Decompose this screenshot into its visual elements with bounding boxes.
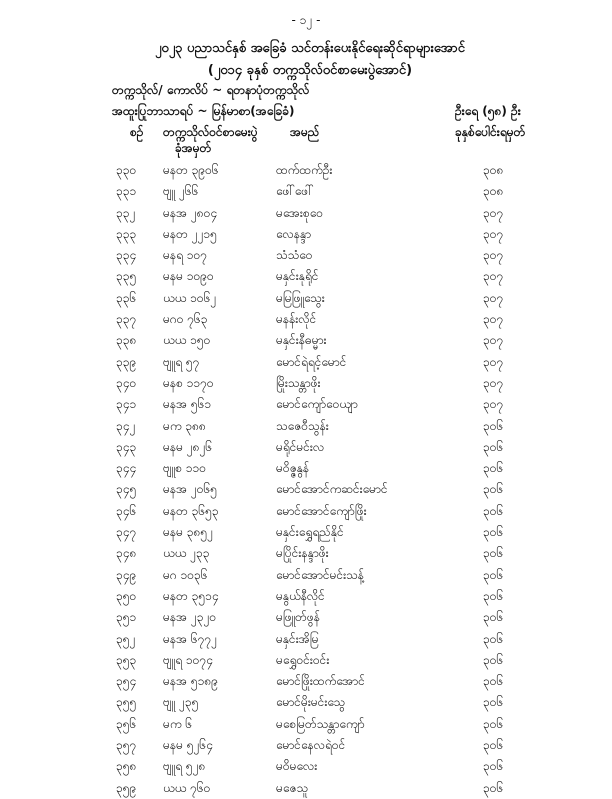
score-value: ၃၀၆ — [483, 588, 504, 603]
score-value: ၃၀၆ — [483, 631, 504, 646]
student-name: မစေမြတ်သန္တာကျော် — [276, 716, 365, 731]
roll-number: မဂ ၁၀၃၆ — [163, 567, 208, 582]
table-row — [0, 756, 612, 777]
student-name: ထက်ထက်ဦး — [276, 163, 333, 177]
header-score: ခုနှစ်ပေါင်းရမှတ် — [455, 125, 526, 139]
row-number: ၃၃၉ — [116, 354, 137, 369]
student-name: မရွှေဝင်းဝင်း — [276, 652, 330, 667]
table-row — [0, 309, 612, 330]
row-number: ၃၄၅ — [116, 482, 137, 497]
student-name: မပြိုင်းနန္ဒာဖိုး — [276, 546, 329, 561]
table-row — [0, 735, 612, 756]
score-value: ၃၀၆ — [483, 716, 504, 731]
document-title: ၂၀၂၃ ပညာသင်နှစ် အခြေခံ သင်တန်းပေးနိုင်ရေးဆိုင်ရာများအောင် — [155, 41, 465, 56]
row-number: ၃၄၂ — [116, 418, 136, 433]
score-value: ၃၀၇ — [483, 312, 504, 327]
table-row — [0, 778, 612, 799]
score-value: ၃၀၆ — [483, 610, 504, 625]
row-number: ၃၅၀ — [116, 588, 137, 603]
row-number: ၃၃၄ — [116, 248, 137, 263]
roll-number: ဗျူရ ၁၀၇၄ — [163, 652, 213, 667]
table-row — [0, 245, 612, 266]
row-number: ၃၃၅ — [116, 269, 137, 284]
student-name: မဝိဇ္ဇနွန် — [276, 461, 310, 476]
row-number: ၃၅၁ — [116, 610, 137, 625]
roll-number: ယယ ၁၅၀ — [163, 333, 211, 348]
score-value: ၃၀၆ — [483, 482, 504, 497]
row-number: ၃၄၁ — [116, 397, 137, 412]
table-row — [0, 266, 612, 287]
table-row — [0, 586, 612, 607]
score-value: ၃၀၆ — [483, 780, 504, 795]
score-value: ၃၀၆ — [483, 759, 504, 774]
score-value: ၃၀၇ — [483, 333, 504, 348]
roll-number: မနမ ၁၀၉၀ — [163, 269, 214, 284]
score-value: ၃၀၈ — [483, 163, 504, 177]
header-roll: တက္ကသိုလ်ဝင်စာမေးပွဲ — [163, 125, 258, 139]
table-row — [0, 671, 612, 692]
row-number: ၃၃၈ — [116, 333, 137, 348]
row-number: ၃၃၀ — [116, 163, 137, 177]
row-number: ၃၅၄ — [116, 674, 137, 689]
table-row — [0, 501, 612, 522]
score-value: ၃၀၇ — [483, 205, 504, 220]
table-row — [0, 394, 612, 415]
score-value: ၃၀၇ — [483, 290, 504, 305]
roll-number: မနတ ၃၆၅၃ — [163, 503, 219, 518]
header-roll-line2: ခုံအမှတ် — [175, 141, 212, 155]
score-value: ၃၀၆ — [483, 439, 504, 454]
student-name: သဇေဝီသွန်း — [276, 418, 329, 433]
table-row — [0, 629, 612, 650]
score-value: ၃၀၆ — [483, 503, 504, 518]
student-name: မောင်ဖြိုးထက်အောင် — [276, 674, 365, 689]
row-number: ၃၃၇ — [116, 312, 137, 327]
table-row — [0, 522, 612, 543]
student-name: မအေးစုဝေ — [276, 205, 323, 220]
roll-number: မနတ ၃၅၁၄ — [163, 588, 219, 603]
roll-number: မနအ ၂၃၂၀ — [163, 610, 217, 625]
score-value: ၃၀၆ — [483, 652, 504, 667]
row-number: ၃၄၉ — [116, 567, 137, 582]
row-number: ၃၅၆ — [116, 716, 137, 731]
score-value: ၃၀၇ — [483, 354, 504, 369]
roll-number: မနရ ၁၀၇ — [163, 248, 208, 263]
score-value: ၃၀၈ — [483, 184, 504, 199]
score-value: ၃၀၇ — [483, 375, 504, 390]
row-number: ၃၅၇ — [116, 738, 137, 753]
table-row — [0, 565, 612, 586]
student-name: လေနန္ဒာ — [276, 226, 312, 241]
score-value: ၃၀၆ — [483, 546, 504, 561]
roll-number: ဗျူရ ၅၂၈ — [163, 759, 206, 774]
roll-number: မနအ ၂၈၀၄ — [163, 205, 218, 220]
score-value: ၃၀၆ — [483, 738, 504, 753]
table-row — [0, 224, 612, 245]
roll-number: မနမ ၃၈၅၂ — [163, 525, 213, 540]
student-name: မဖြူတ်ဖွန် — [276, 610, 320, 625]
table-row — [0, 692, 612, 713]
student-name: မောင်အောင်ကဆင်းမောင် — [276, 482, 388, 497]
table-row — [0, 543, 612, 564]
score-value: ၃၀၆ — [483, 418, 504, 433]
row-number: ၃၃၁ — [116, 184, 137, 199]
row-number: ၃၄၇ — [116, 525, 137, 540]
roll-number: ဗျူ ၂၆၆ — [163, 184, 199, 199]
table-row — [0, 330, 612, 351]
header-no: စဉ် — [130, 125, 144, 139]
row-number: ၃၄၃ — [116, 439, 137, 454]
student-name: မနွယ်နီလိုင် — [276, 588, 325, 603]
student-name: ဖေါ်ဖေါ် — [276, 184, 314, 199]
row-number: ၃၄၈ — [116, 546, 137, 561]
roll-number: မဂဝ ၇၆၃ — [163, 312, 208, 327]
table-row — [0, 373, 612, 394]
student-name: မနှင်းနုရိုင် — [276, 269, 319, 284]
roll-number: မက ၃၈၈ — [163, 418, 206, 433]
roll-number: မနစ ၁၁၇၀ — [163, 375, 214, 390]
score-value: ၃၀၆ — [483, 695, 504, 710]
table-row — [0, 714, 612, 735]
student-name: မဝိမလေး — [276, 759, 318, 774]
row-number: ၃၄၀ — [116, 375, 137, 390]
document-subtitle: (၂၀၁၄ ခုနှစ် တက္ကသိုလ်ဝင်စာမေးပွဲအောင်) — [207, 63, 413, 78]
table-row — [0, 416, 612, 437]
roll-number: မနတ ၃၉၀၆ — [163, 163, 219, 177]
row-number: ၃၅၂ — [116, 631, 136, 646]
roll-number: မနတ ၂၂၁၅ — [163, 226, 217, 241]
roll-number: ယယ ၇၆၀ — [163, 780, 211, 795]
table-row — [0, 479, 612, 500]
row-number: ၃၅၉ — [116, 780, 137, 795]
headcount-label: ဦးရေ (၅၈) ဦး — [455, 104, 521, 118]
score-value: ၃၀၆ — [483, 674, 504, 689]
table-row — [0, 650, 612, 671]
student-name: မောင်မိုးမင်းသွေ — [276, 695, 346, 710]
roll-number: မနအ ၅၁၈၉ — [163, 674, 219, 689]
student-name: မနန်းလိုင် — [276, 312, 317, 327]
student-name: မောင်နေလရဲဝင် — [276, 738, 346, 753]
student-name: မနှင်းရွှေရည်နိုင် — [276, 525, 344, 540]
score-value: ၃၀၇ — [483, 269, 504, 284]
row-number: ၃၅၅ — [116, 695, 137, 710]
table-row — [0, 160, 612, 181]
university-line: တက္ကသိုလ်/ ကောလိပ် ~ ရတနာပုံတက္ကသိုလ် — [112, 83, 310, 97]
roll-number: မနမ ၂၈၂၆ — [163, 439, 213, 454]
roll-number: မနအ ၅၆၁ — [163, 397, 212, 412]
page-number: - ၁၂ - — [291, 13, 321, 27]
table-row — [0, 458, 612, 479]
table-row — [0, 288, 612, 309]
roll-number: မနမ ၅၂၆၄ — [163, 738, 213, 753]
student-name: မနှင်းနီဓမ္မား — [276, 333, 327, 348]
header-name: အမည် — [290, 125, 320, 139]
roll-number: ဗျူစ ၁၁၀ — [163, 461, 207, 476]
score-value: ၃၀၆ — [483, 461, 504, 476]
student-name: မောင်ကျော်ဝေယျာ — [276, 397, 358, 412]
student-name: မောင်အောင်ကျော်ဖြိုး — [276, 503, 367, 518]
score-value: ၃၀၇ — [483, 248, 504, 263]
row-number: ၃၅၃ — [116, 652, 137, 667]
score-value: ၃၀၇ — [483, 226, 504, 241]
student-name: မောင်ရဲရင့်မောင် — [276, 354, 347, 369]
table-row — [0, 352, 612, 373]
roll-number: ယယ ၂၃၃ — [163, 546, 210, 561]
roll-number: မနအ ၆၇၇၂ — [163, 631, 218, 646]
score-value: ၃၀၇ — [483, 397, 504, 412]
subject-line: အထူးပြုဘာသာရပ် ~ မြန်မာစာ(အခြေခံ) — [112, 104, 295, 118]
score-value: ၃၀၆ — [483, 567, 504, 582]
row-number: ၃၃၃ — [116, 226, 137, 241]
roll-number: ဗျူရ ၅၇ — [163, 354, 200, 369]
roll-number: မက ၆ — [163, 716, 193, 731]
roll-number: မနအ ၂၀၆၅ — [163, 482, 218, 497]
table-row — [0, 181, 612, 202]
student-name: မနှင်းအိမြ — [276, 631, 319, 646]
student-name: မောင်အောင်မင်းသန့် — [276, 567, 364, 582]
table-row — [0, 437, 612, 458]
row-number: ၃၃၆ — [116, 290, 137, 305]
row-number: ၃၃၂ — [116, 205, 136, 220]
student-name: မြိုးသန္တာဖိုး — [276, 375, 321, 390]
student-name: မမြဖြူသွေး — [276, 290, 325, 305]
student-name: သံသံဝေ — [276, 248, 313, 263]
student-name: မဇေသူ — [276, 780, 309, 795]
student-name: မရိုင်မင်းလ — [276, 439, 325, 454]
results-list — [0, 160, 612, 799]
row-number: ၃၄၄ — [116, 461, 137, 476]
table-row — [0, 203, 612, 224]
table-row — [0, 607, 612, 628]
row-number: ၃၄၆ — [116, 503, 137, 518]
roll-number: ယယ ၁၀၆၂ — [163, 290, 217, 305]
row-number: ၃၅၈ — [116, 759, 137, 774]
score-value: ၃၀၆ — [483, 525, 504, 540]
roll-number: ဗျူ ၂၃၅ — [163, 695, 199, 710]
